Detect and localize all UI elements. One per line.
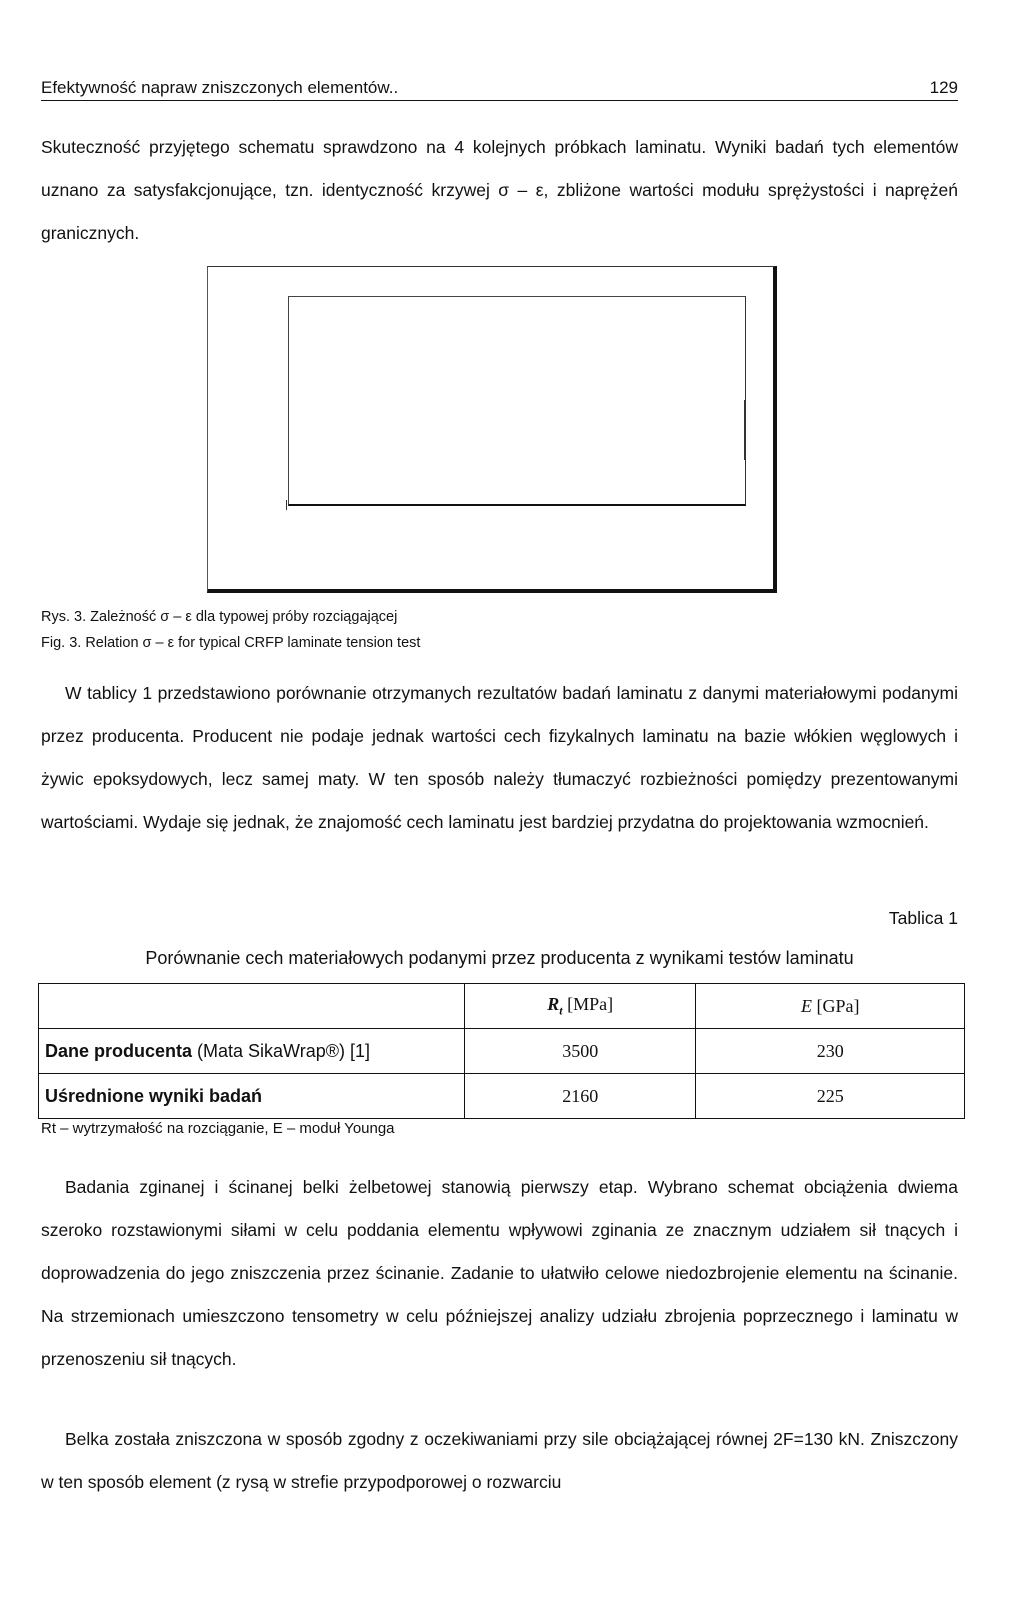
figure-caption-en: Fig. 3. Relation σ – ε for typical CRFP laminate tension test [41, 635, 421, 651]
figure-corner-mark [286, 500, 287, 510]
figure-caption-pl: Rys. 3. Zależność σ – ε dla typowej próby rozciągającej [41, 609, 398, 625]
row-label-producer: Dane producenta (Mata SikaWrap®) [1] [39, 1029, 465, 1074]
table-row [39, 1074, 965, 1119]
cell-strength-tests: 2160 [464, 1074, 696, 1119]
table-title: Porównanie cech materiałowych podanymi przez producenta z wynikami testów laminatu [145, 948, 854, 968]
running-header [41, 74, 958, 101]
intro-paragraph: Skuteczność przyjętego schematu sprawdzono na 4 kolejnych próbkach laminatu. Wyniki badań tych elementów uznano za satysfakcjonujące, tzn. identyczność krzywej σ – ε, zbliżone wartości modułu sprężystości i naprężeń granicznych. [41, 137, 958, 243]
header-title: Efektywność napraw zniszczonych elementów.. [41, 78, 399, 97]
row-label-tests: Uśrednione wyniki badań [39, 1074, 465, 1119]
table-row [39, 1029, 965, 1074]
table-header-row [39, 984, 965, 1029]
figure-plot-area [288, 296, 746, 506]
page-number: 129 [929, 78, 958, 97]
cell-strength-producer: 3500 [464, 1029, 696, 1074]
table-footnote: Rt – wytrzymałość na rozciąganie, E – moduł Younga [41, 1120, 395, 1137]
paragraph-2: W tablicy 1 przedstawiono porównanie otrzymanych rezultatów badań laminatu z danymi materiałowymi podanymi przez producenta. Producent nie podaje jednak wartości cech fizykalnych laminatu na bazie włókien węglowych i żywic epoksydowych, lecz samej maty. W ten sposób należy tłumaczyć rozbieżności pomiędzy prezentowanymi wartościami. Wydaje się jednak, że znajomość cech laminatu jest bardziej przydatna do projektowania wzmocnień. [41, 683, 958, 832]
figure-edge-mark [744, 400, 745, 460]
table-label: Tablica 1 [888, 908, 958, 928]
cell-modulus-producer: 230 [696, 1029, 965, 1074]
paragraph-3: Badania zginanej i ścinanej belki żelbetowej stanowią pierwszy etap. Wybrano schemat obciążenia dwiema szeroko rozstawionymi siłami w celu poddania elementu wpływowi zginania ze znacznym udziałem sił tnących i doprowadzenia do jego zniszczenia przez ścinanie. Zadanie to ułatwiło celowe niedozbrojenie elementu na ścinanie. Na strzemionach umieszczono tensometry w celu późniejszej analizy udziału zbrojenia poprzecznego i laminatu w przenoszeniu sił tnących. [41, 1177, 958, 1369]
table-header-modulus: E [GPa] [696, 984, 965, 1029]
comparison-table [38, 983, 965, 1119]
table-header-strength: $R_t$ [MPa] [464, 984, 696, 1029]
table-header-empty [39, 984, 465, 1029]
paragraph-4: Belka została zniszczona w sposób zgodny z oczekiwaniami przy sile obciążającej równej 2F=130 kN. Zniszczony w ten sposób element (z rysą w strefie przypodporowej o rozwarciu [41, 1429, 958, 1492]
cell-modulus-tests: 225 [696, 1074, 965, 1119]
